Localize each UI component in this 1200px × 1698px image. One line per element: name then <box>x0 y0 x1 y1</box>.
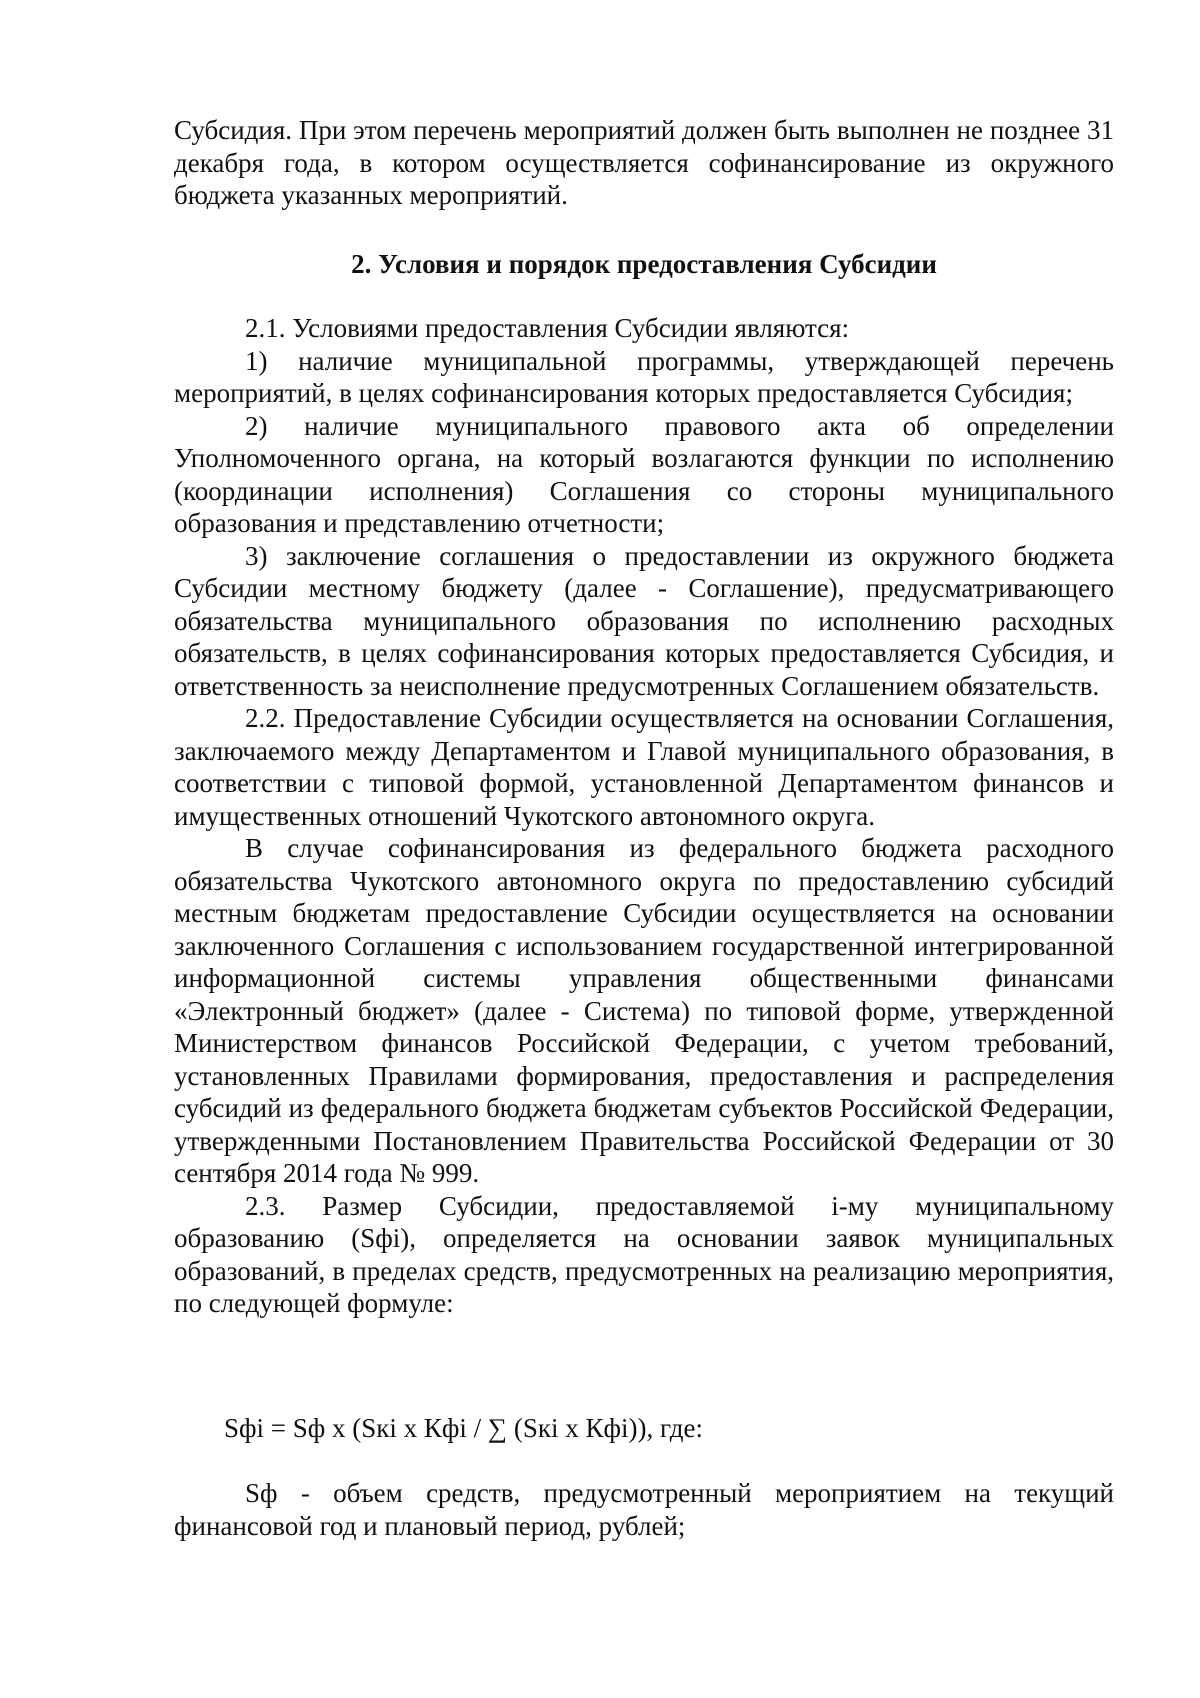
intro-paragraph: Субсидия. При этом перечень мероприятий должен быть выполнен не позднее 31 декабря года, в котором осуществляется софинансирование из окружного бюджета указанных мероприятий. <box>174 115 1114 210</box>
intro-block <box>174 114 1114 212</box>
section-heading: 2. Условия и порядок предоставления Субсидии <box>351 249 937 279</box>
paragraph-2-2: 2.2. Предоставление Субсидии осуществляется на основании Соглашения, заключаемого между Департаментом и Главой муниципального образования, в соответствии с типовой формой, установленной Департаментом финансов и имущественных отношений Чукотского автономного округа. <box>174 703 1114 831</box>
paragraph-2-1-item-2: 2) наличие муниципального правового акта об определении Уполномоченного органа, на который возлагаются функции по исполнению (координации исполнения) Соглашения со стороны муниципального образования и представлению отчетности; <box>174 410 1114 538</box>
paragraph-2-2-federal: В случае софинансирования из федерального бюджета расходного обязательства Чукотского автономного округа по предоставлению субсидий местным бюджетам предоставление Субсидии осуществляется на основании заключенного Соглашения с использованием государственной интегрированной информационной системы управления общественными финансами «Электронный бюджет» (далее - Система) по типовой форме, утвержденной Министерством финансов Российской Федерации, с учетом требований, установленных Правилами формирования, предоставления и распределения субсидий из федерального бюджета бюджетам субъектов Российской Федерации, утвержденными Постановлением Правительства Российской Федерации от 30 сентября 2014 года № 999. <box>174 833 1114 1188</box>
paragraph-2-1: 2.1. Условиями предоставления Субсидии являются: <box>245 313 850 343</box>
paragraph-2-1-item-1: 1) наличие муниципальной программы, утверждающей перечень мероприятий, в целях софинансирования которых предоставляется Субсидия; <box>174 345 1114 408</box>
section-body <box>174 312 1114 1320</box>
formula: Sфi = Sф x (Sкi x Кфi / ∑ (Sкi x Кфi)), где: <box>224 1413 703 1443</box>
definition-sf: Sф - объем средств, предусмотренный мероприятием на текущий финансовой год и плановый период, рублей; <box>174 1478 1114 1541</box>
paragraph-2-1-item-3: 3) заключение соглашения о предоставлении из окружного бюджета Субсидии местному бюджету (далее - Соглашение), предусматривающего обязательства муниципального образования по исполнению расходных обязательств, в целях софинансирования которых предоставляется Субсидия, и ответственность за неисполнение предусмотренных Соглашением обязательств. <box>174 540 1114 701</box>
paragraph-2-3: 2.3. Размер Субсидии, предоставляемой i-му муниципальному образованию (Sфi), определяется на основании заявок муниципальных образований, в пределах средств, предусмотренных на реализацию мероприятия, по следующей формуле: <box>174 1190 1114 1318</box>
definitions-block <box>174 1477 1114 1542</box>
